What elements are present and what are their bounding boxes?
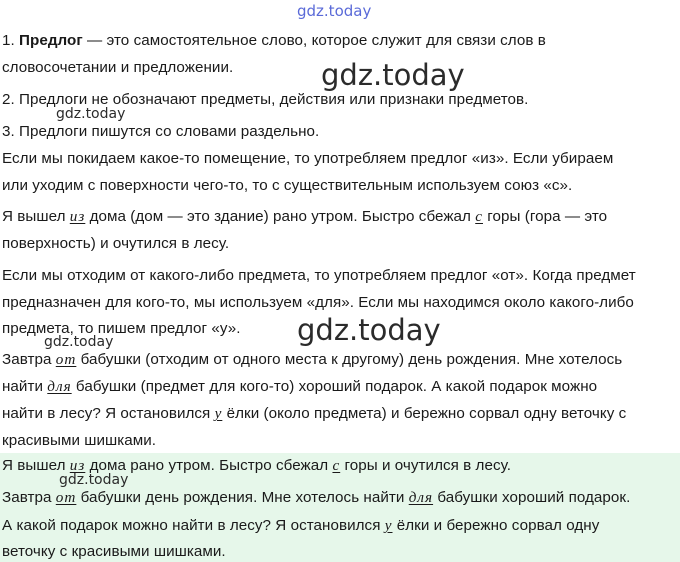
answer-line: А какой подарок можно найти в лесу? Я остановился у ёлки и бережно сорвал одну bbox=[2, 517, 600, 534]
watermark-large: gdz.today bbox=[297, 313, 441, 347]
preposition-highlight: у bbox=[384, 517, 393, 534]
watermark-small: gdz.today bbox=[59, 472, 129, 488]
preposition-highlight: из bbox=[69, 457, 86, 474]
theory-item-1-cont: словосочетании и предложении. bbox=[2, 59, 234, 76]
answer-line: Завтра от бабушки день рождения. Мне хотелось найти для бабушки хороший подарок. bbox=[2, 489, 631, 506]
watermark-small: gdz.today bbox=[44, 334, 114, 350]
preposition-highlight: из bbox=[69, 208, 86, 225]
preposition-highlight: у bbox=[214, 405, 223, 422]
theory-item-2: 2. Предлоги не обозначают предметы, действия или признаки предметов. bbox=[2, 91, 529, 108]
example-line: Я вышел из дома (дом — это здание) рано утром. Быстро сбежал с горы (гора — это bbox=[2, 208, 608, 225]
watermark-large: gdz.today bbox=[321, 58, 465, 92]
answer-line: веточку с красивыми шишками. bbox=[2, 543, 226, 560]
rule-line: Если мы отходим от какого-либо предмета, то употребляем предлог «от». Когда предмет bbox=[2, 267, 636, 284]
preposition-highlight: с bbox=[475, 208, 483, 225]
example-line: Завтра от бабушки (отходим от одного места к другому) день рождения. Мне хотелось bbox=[2, 351, 623, 368]
term-preposition: Предлог bbox=[19, 32, 83, 49]
rule-line: предназначен для кого-то, мы используем «для». Если мы находимся около какого-либо bbox=[2, 294, 634, 311]
rule-line: или уходим с поверхности чего-то, то с существительным используем союз «с». bbox=[2, 177, 573, 194]
preposition-highlight: от bbox=[55, 489, 77, 506]
preposition-highlight: для bbox=[408, 489, 434, 506]
example-line: красивыми шишками. bbox=[2, 432, 157, 449]
preposition-highlight: для bbox=[47, 378, 72, 395]
example-line: найти в лесу? Я остановился у ёлки (около предмета) и бережно сорвал одну веточку с bbox=[2, 405, 627, 422]
preposition-highlight: с bbox=[332, 457, 341, 474]
watermark-small: gdz.today bbox=[56, 106, 126, 122]
answer-line: Я вышел из дома рано утром. Быстро сбежал с горы и очутился в лесу. bbox=[2, 457, 511, 474]
theory-item-3: 3. Предлоги пишутся со словами раздельно. bbox=[2, 123, 320, 140]
rule-line: предмета, то пишем предлог «у». bbox=[2, 320, 241, 337]
watermark-top: gdz.today bbox=[297, 2, 372, 20]
theory-item-1: 1. Предлог — это самостоятельное слово, которое служит для связи слов в bbox=[2, 32, 546, 49]
rule-line: Если мы покидаем какое-то помещение, то употребляем предлог «из». Если убираем bbox=[2, 150, 614, 167]
example-line: найти для бабушки (предмет для кого-то) хороший подарок. А какой подарок можно bbox=[2, 378, 598, 395]
example-line: поверхность) и очутился в лесу. bbox=[2, 235, 230, 252]
preposition-highlight: от bbox=[55, 351, 77, 368]
